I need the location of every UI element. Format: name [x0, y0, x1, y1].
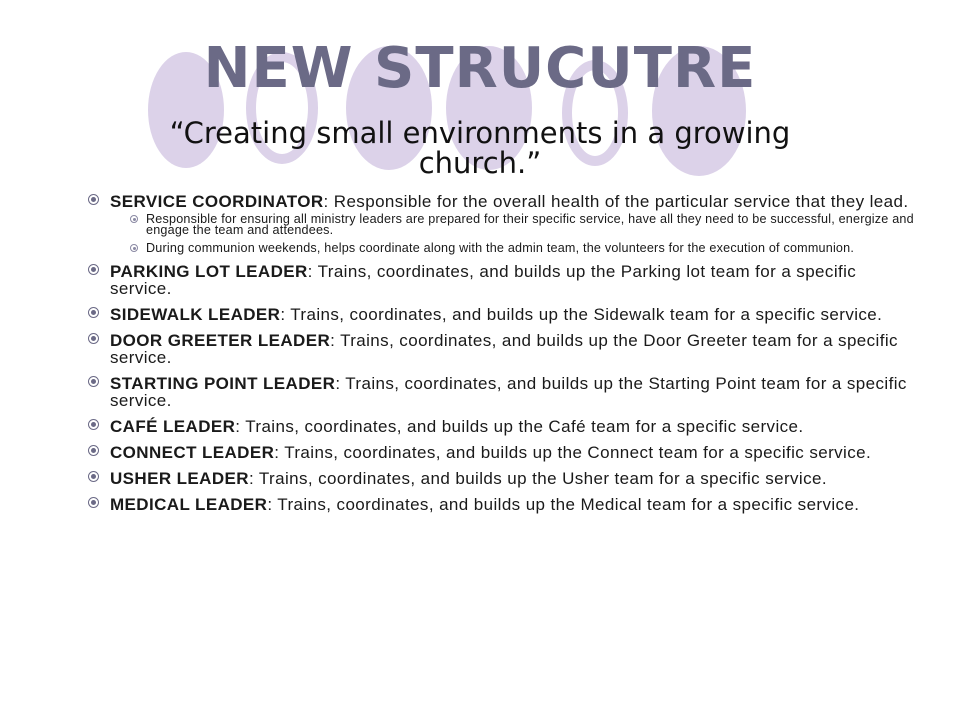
- bullet-icon: [88, 376, 99, 387]
- sub-bullet-text: Responsible for ensuring all ministry leaders are prepared for their specific service, have all they need to be successful, energize and engage the team and attendees.: [146, 212, 914, 237]
- sub-bullet-icon: [130, 244, 138, 252]
- role-term: PARKING LOT LEADER: [110, 262, 308, 281]
- bullet-item: [88, 470, 918, 487]
- sub-bullet-item: [130, 214, 918, 236]
- bullet-icon: [88, 194, 99, 205]
- role-description: : Trains, coordinates, and builds up the Medical team for a specific service.: [267, 495, 860, 514]
- role-description: : Trains, coordinates, and builds up the Starting Point team for a specific service.: [110, 374, 907, 410]
- bullet-item: [88, 263, 918, 297]
- bullet-item: [88, 444, 918, 461]
- role-description: : Trains, coordinates, and builds up the Door Greeter team for a specific service.: [110, 331, 898, 367]
- role-term: SERVICE COORDINATOR: [110, 192, 324, 211]
- bullet-icon: [88, 333, 99, 344]
- bullet-item: [88, 418, 918, 435]
- bullet-item: [88, 332, 918, 366]
- role-description: : Trains, coordinates, and builds up the Parking lot team for a specific service.: [110, 262, 857, 298]
- bullet-list: [88, 193, 918, 522]
- role-description: : Trains, coordinates, and builds up the Café team for a specific service.: [235, 417, 804, 436]
- bullet-icon: [88, 419, 99, 430]
- role-description: : Responsible for the overall health of the particular service that they lead.: [323, 192, 909, 211]
- bullet-icon: [88, 307, 99, 318]
- bullet-item: [88, 306, 918, 323]
- role-term: MEDICAL LEADER: [110, 495, 268, 514]
- bullet-icon: [88, 264, 99, 275]
- role-term: CONNECT LEADER: [110, 443, 275, 462]
- role-description: : Trains, coordinates, and builds up the Sidewalk team for a specific service.: [280, 305, 883, 324]
- bullet-icon: [88, 445, 99, 456]
- role-term: STARTING POINT LEADER: [110, 374, 336, 393]
- role-description: : Trains, coordinates, and builds up the Usher team for a specific service.: [248, 469, 827, 488]
- role-term: CAFÉ LEADER: [110, 417, 236, 436]
- bullet-item: [88, 496, 918, 513]
- sub-bullet-item: [130, 243, 918, 254]
- sub-bullet-list: [130, 214, 918, 254]
- role-term: DOOR GREETER LEADER: [110, 331, 331, 350]
- bullet-item: [88, 193, 918, 254]
- bullet-icon: [88, 471, 99, 482]
- sub-bullet-icon: [130, 215, 138, 223]
- slide-subtitle: “Creating small environments in a growing church.”: [169, 116, 791, 180]
- role-term: SIDEWALK LEADER: [110, 305, 281, 324]
- role-description: : Trains, coordinates, and builds up the Connect team for a specific service.: [274, 443, 872, 462]
- bullet-icon: [88, 497, 99, 508]
- role-term: USHER LEADER: [110, 469, 249, 488]
- sub-bullet-text: During communion weekends, helps coordinate along with the admin team, the volunteers for the execution of communion.: [146, 241, 855, 255]
- slide-title: NEW STRUCUTRE: [203, 36, 757, 101]
- bullet-item: [88, 375, 918, 409]
